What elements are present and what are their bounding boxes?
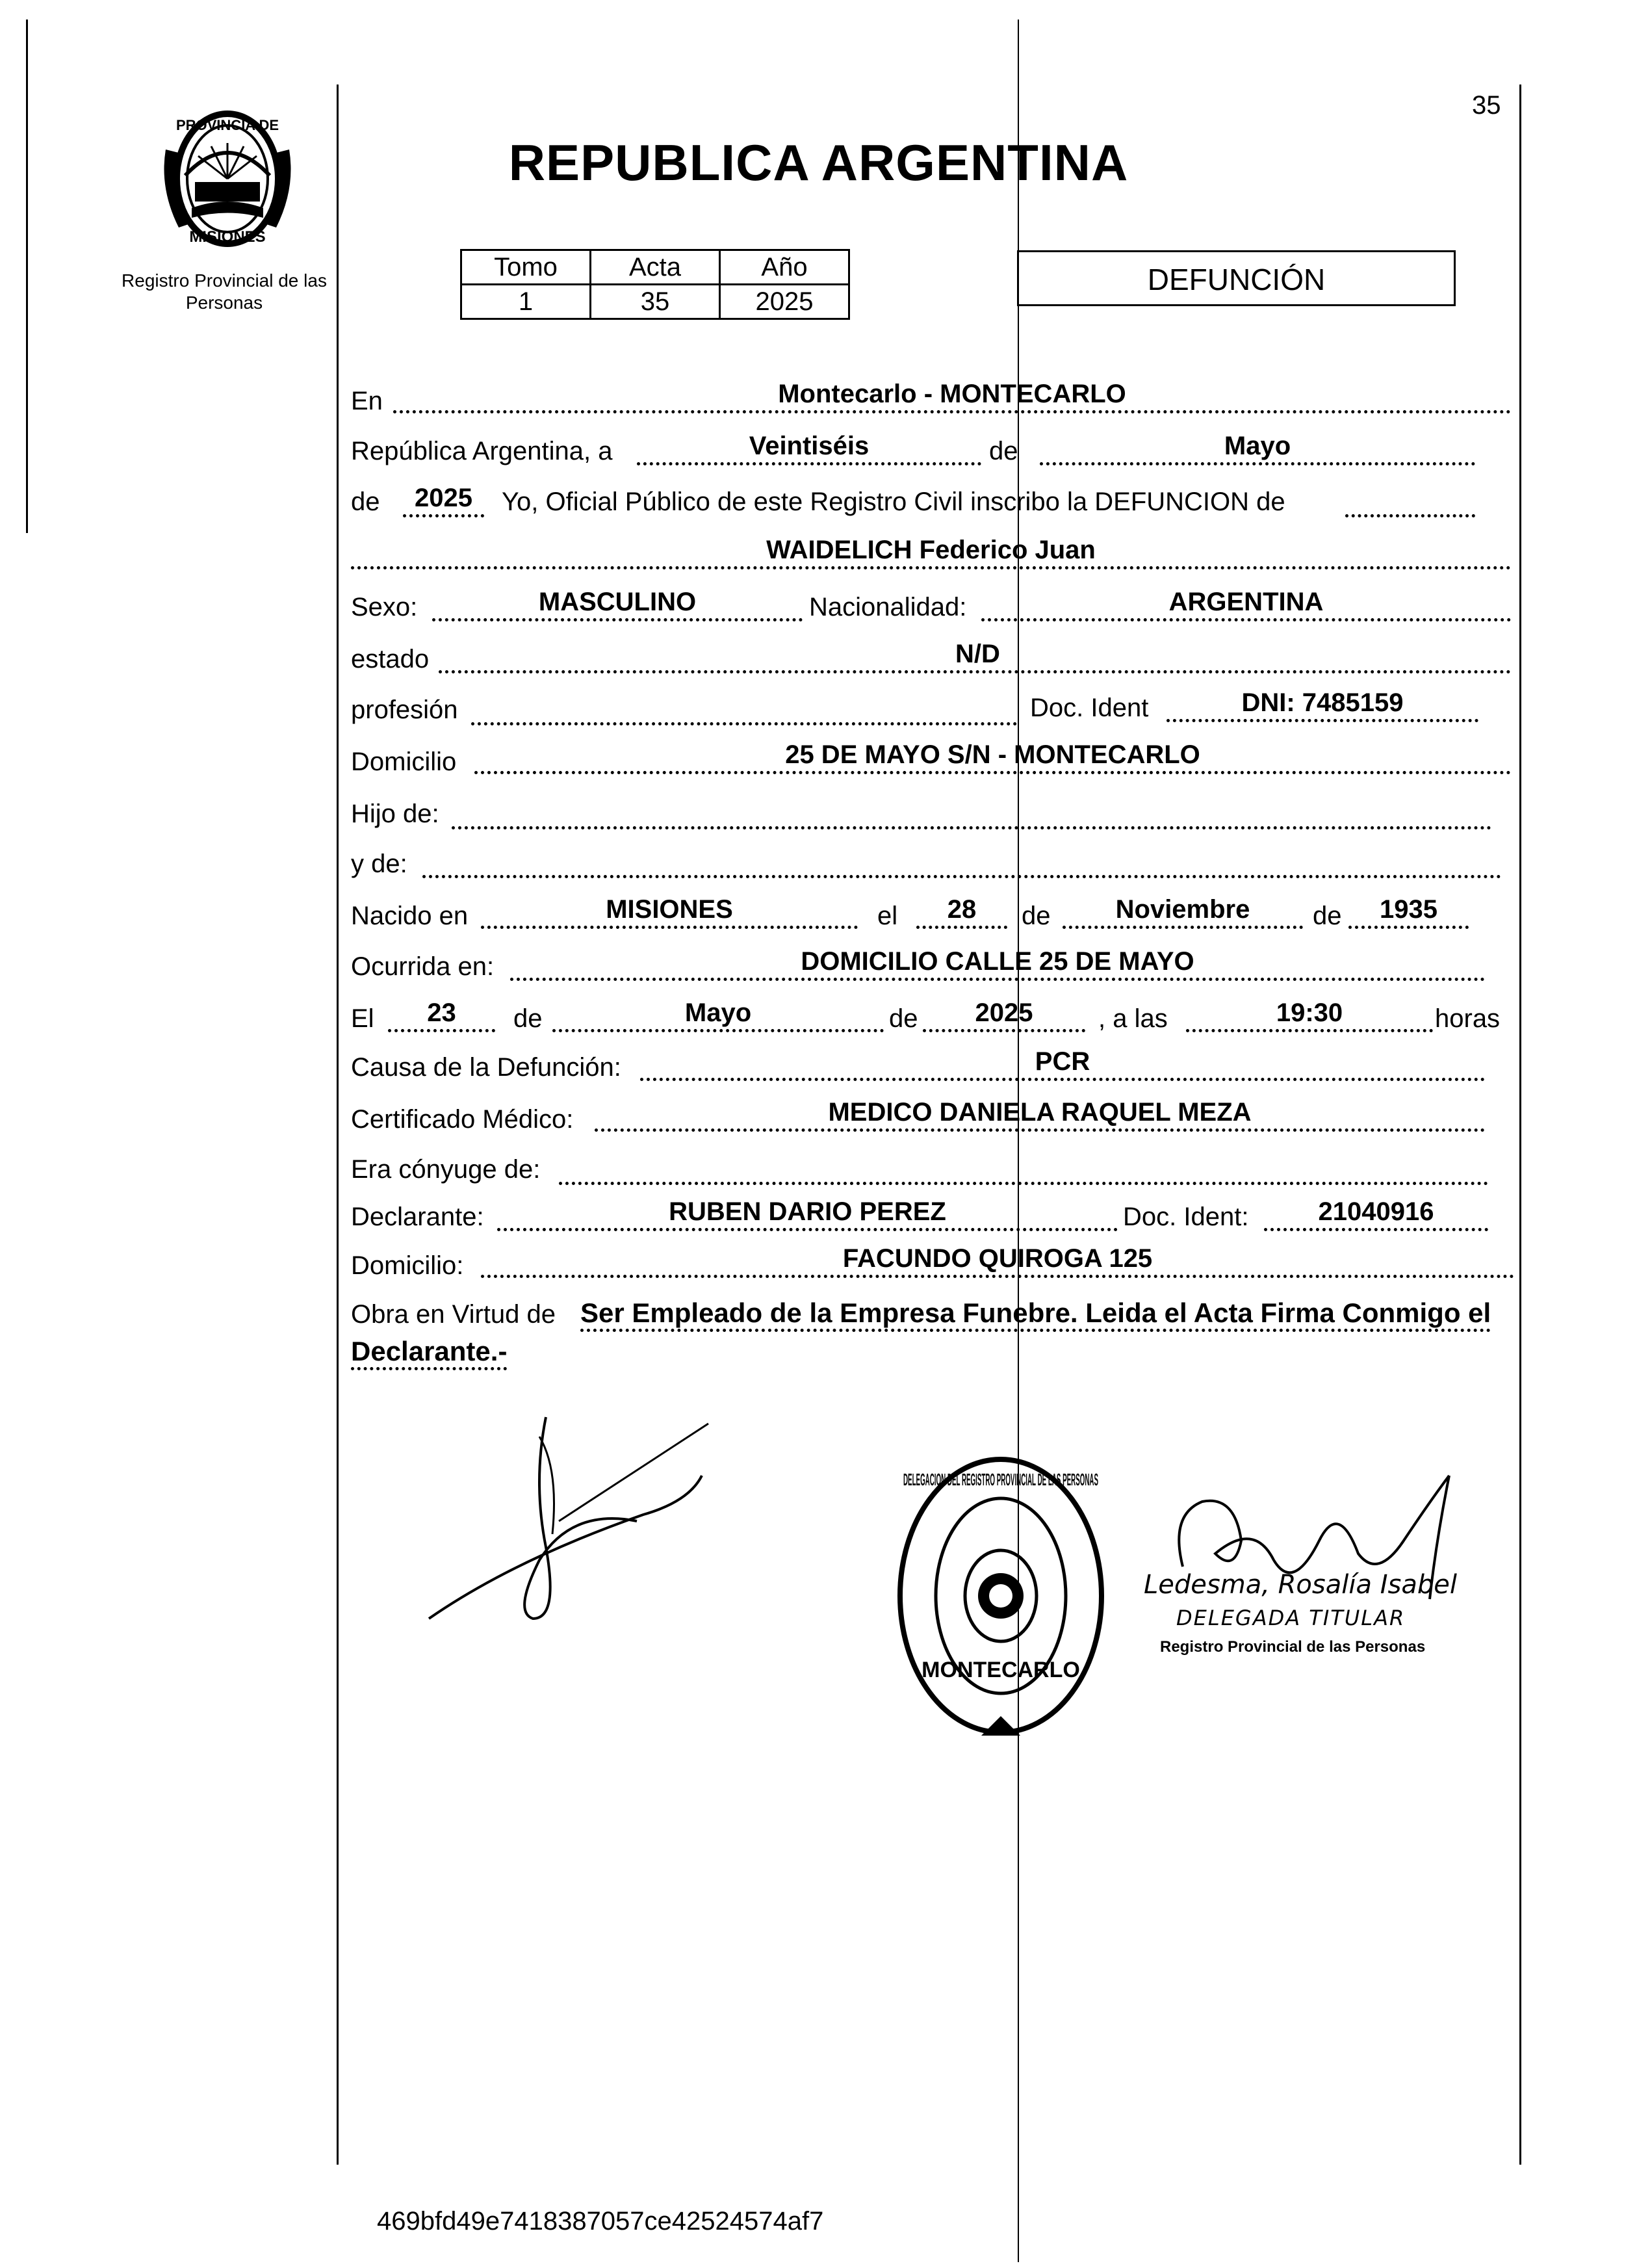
official-stamp xyxy=(890,1450,1111,1755)
logo-top-text: PROVINCIA DE xyxy=(175,117,279,133)
stamp-ring-text: DELEGACION DEL REGISTRO PROVINCIAL DE LAS PERSONAS xyxy=(903,1470,1098,1489)
alas-label: , a las xyxy=(1098,1004,1168,1033)
death-month-field: Mayo xyxy=(552,993,884,1032)
fold-line xyxy=(1018,20,1019,2262)
official-office: Registro Provincial de las Personas xyxy=(1160,1638,1426,1656)
declarant-signature xyxy=(416,1404,728,1638)
birth-day-field: 28 xyxy=(916,889,1007,929)
profesion-label: profesión xyxy=(351,696,458,724)
sex-field: MASCULINO xyxy=(432,582,803,621)
sexo-label: Sexo: xyxy=(351,593,418,621)
nationality-field: ARGENTINA xyxy=(981,582,1511,621)
certificate-field: MEDICO DANIELA RAQUEL MEZA xyxy=(595,1092,1485,1132)
republica-label: República Argentina, a xyxy=(351,437,613,465)
yde-label: y de: xyxy=(351,850,407,878)
record-table-cell: 1 xyxy=(461,285,591,319)
nacionalidad-label: Nacionalidad: xyxy=(809,593,967,621)
declarant-doc-field: 21040916 xyxy=(1264,1192,1488,1231)
record-table-header: Año xyxy=(720,250,849,285)
deceased-name-field: WAIDELICH Federico Juan xyxy=(351,530,1511,569)
death-day-field: 23 xyxy=(388,993,495,1032)
anio-label: de xyxy=(351,488,380,516)
domicilio-label: Domicilio xyxy=(351,748,457,776)
death-time-field: 19:30 xyxy=(1186,993,1433,1032)
agency-name: Registro Provincial de las Personas xyxy=(122,270,327,313)
official-name: Ledesma, Rosalía Isabel xyxy=(1144,1570,1457,1600)
nac-de1-label: de xyxy=(1022,902,1051,930)
nacido-label: Nacido en xyxy=(351,902,469,930)
father-field xyxy=(452,790,1491,829)
day-field: Veintiséis xyxy=(637,426,981,465)
death-place-field: DOMICILIO CALLE 25 DE MAYO xyxy=(510,941,1485,981)
death-year-field: 2025 xyxy=(923,993,1085,1032)
official-role: DELEGADA TITULAR xyxy=(1176,1606,1406,1630)
record-table xyxy=(460,249,850,320)
record-table-cell: 35 xyxy=(591,285,720,319)
el2-label: El xyxy=(351,1004,374,1033)
doc-field: DNI: 7485159 xyxy=(1167,683,1478,722)
decl-dom-label: Domicilio: xyxy=(351,1251,464,1280)
de-label: de xyxy=(989,437,1018,465)
obra-value-line2: Declarante.- xyxy=(351,1336,507,1370)
mother-field xyxy=(422,839,1501,878)
logo-bottom-text: MISIONES xyxy=(189,228,266,246)
form-left-border xyxy=(337,85,339,2165)
cause-field: PCR xyxy=(640,1041,1485,1081)
birth-year-field: 1935 xyxy=(1348,889,1469,929)
address-field: 25 DE MAYO S/N - MONTECARLO xyxy=(474,735,1511,774)
year-field: 2025 xyxy=(403,478,484,517)
certificado-label: Certificado Médico: xyxy=(351,1105,574,1134)
causa-label: Causa de la Defunción: xyxy=(351,1053,621,1082)
birth-month-field: Noviembre xyxy=(1063,889,1303,929)
obra-value-line1: Ser Empleado de la Empresa Funebre. Leida el Acta Firma Conmigo el xyxy=(580,1297,1491,1332)
spouse-field xyxy=(559,1145,1488,1185)
conyuge-label: Era cónyuge de: xyxy=(351,1155,541,1184)
inscribo-trailing-field xyxy=(1345,478,1475,517)
stamp-center-text: MONTECARLO xyxy=(922,1658,1080,1682)
document-hash: 469bfd49e7418387057ce42524574af7 xyxy=(377,2207,824,2235)
horas-label: horas xyxy=(1435,1004,1501,1033)
form-right-border xyxy=(1519,85,1521,2165)
civil-status-field xyxy=(439,634,1511,673)
doc-label: Doc. Ident xyxy=(1030,694,1149,722)
page-title: REPUBLICA ARGENTINA xyxy=(508,134,1129,191)
profession-field xyxy=(471,686,1017,725)
decl-doc-label: Doc. Ident: xyxy=(1123,1203,1249,1231)
def-de2-label: de xyxy=(889,1004,918,1033)
civil-status-value: N/D xyxy=(955,640,1000,668)
estado-label: estado xyxy=(351,645,430,673)
record-type-box: DEFUNCIÓN xyxy=(1017,250,1456,306)
declarant-field: RUBEN DARIO PEREZ xyxy=(497,1192,1118,1231)
record-table-header: Tomo xyxy=(461,250,591,285)
nac-de2-label: de xyxy=(1313,902,1342,930)
page-number: 35 xyxy=(1472,91,1501,120)
record-table-cell: 2025 xyxy=(720,285,849,319)
place-field: Montecarlo - MONTECARLO xyxy=(393,374,1511,413)
inscribo-text: Yo, Oficial Público de este Registro Civil inscribo la DEFUNCION de xyxy=(502,488,1285,516)
en-label: En xyxy=(351,387,383,415)
declarante-label: Declarante: xyxy=(351,1203,484,1231)
record-table-header: Acta xyxy=(591,250,720,285)
el-label: el xyxy=(877,902,898,930)
ocurrida-label: Ocurrida en: xyxy=(351,952,495,981)
declarant-address-field: FACUNDO QUIROGA 125 xyxy=(481,1238,1514,1278)
birthplace-field: MISIONES xyxy=(481,889,858,929)
def-de1-label: de xyxy=(513,1004,543,1033)
hijo-label: Hijo de: xyxy=(351,800,439,828)
month-field: Mayo xyxy=(1040,426,1475,465)
left-margin-line xyxy=(26,20,28,533)
obra-label: Obra en Virtud de xyxy=(351,1300,556,1329)
